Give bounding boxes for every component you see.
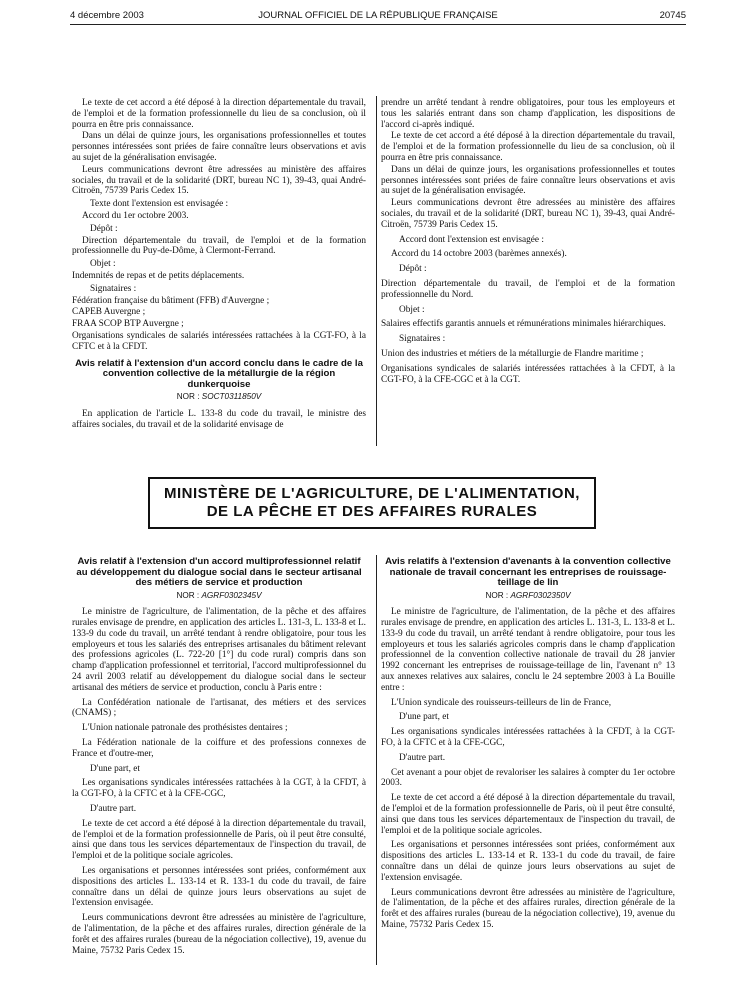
paragraph: La Fédération nationale de la coiffure et des professions connexes de France et d'outre-mer, — [72, 738, 366, 759]
paragraph: Cet avenant a pour objet de revaloriser les salaires à compter du 1er octobre 2003. — [381, 767, 675, 789]
paragraph: Leurs communications devront être adressées au ministère des affaires sociales, du travail et de la solidarité (DRT, bureau NC 1), 39-43, quai André-Citroën, 75739 Paris Cedex 15. — [72, 164, 366, 197]
avis1-title: Avis relatif à l'extension d'un accord conclu dans le cadre de la convention collective de la métallurgie de la région dunkerquoise — [75, 357, 363, 390]
paragraph: La Confédération nationale de l'artisanat, des métiers et des services (CNAMS) ; — [72, 697, 366, 719]
avis1-nor — [72, 392, 366, 403]
ministry-line-2: DE LA PÊCHE ET DES AFFAIRES RURALES — [206, 503, 538, 520]
paragraph: Dans un délai de quinze jours, les organisations professionnelles et toutes personnes intéressées sont priées de faire connaître leurs observations et avis au sujet de la généralisation envisagée. — [72, 131, 366, 163]
paragraph: Direction départementale du travail, de l'emploi et de la formation professionnelle du Puy-de-Dôme, à Clermont-Ferrand. — [72, 235, 366, 257]
nor-label: NOR : — [176, 392, 200, 402]
nor-code: SOCT0311850V — [201, 392, 262, 402]
paragraph: Le texte de cet accord a été déposé à la direction départementale du travail, de l'emploi et de la formation professionnelle du lieu de sa conclusion, où il pourra en être pris connaissance. — [72, 98, 366, 130]
paragraph: FRAA SCOP BTP Auvergne ; — [72, 319, 184, 330]
bottom-left-column — [72, 557, 366, 957]
paragraph: Leurs communications devront être adressées au ministère des affaires sociales, du travail et de la solidarité (DRT, bureau NC 1), 39-43, quai André-Citroën, 75739 Paris Cedex 15. — [381, 198, 675, 230]
page-number: 20745 — [659, 10, 686, 21]
paragraph: L'Union nationale patronale des prothésistes dentaires ; — [82, 723, 288, 734]
column-divider — [376, 555, 377, 965]
paragraph: Le ministre de l'agriculture, de l'alimentation, de la pêche et des affaires rurales envisage de prendre, en application des articles L. 131-3, L. 133-8 et L. 133-9 du code du travail, un arrêté tendant à rendre obligatoire, pour tous les employeurs et tous les salariés des entreprises artisanales du bâtiment relevant des professions agricoles (L. 722-20 [1°] du code rural) compris dans son champ d'application professionnel et territorial, l'accord multiprofessionnel du 24 avril 2003 relatif au développement du dialogue social dans le secteur artisanal des métiers de service et production, conclu à Paris entre : — [72, 607, 366, 693]
avis2-nor — [72, 591, 366, 602]
paragraph: Salaires effectifs garantis annuels et rémunérations minimales hiérarchiques. — [381, 319, 666, 330]
avis3-nor — [381, 591, 675, 602]
paragraph: D'une part, et — [90, 763, 140, 774]
paragraph: Le texte de cet accord a été déposé à la direction départementale du travail, de l'emploi et de la formation professionnelle de Paris, où il peut être consulté, ainsi que dans tous les services départementaux de l'inspection du travail, de l'emploi et de la politique sociale agricoles. — [381, 793, 675, 836]
paragraph: Les organisations syndicales intéressées rattachées à la CFDT, à la CGT-FO, à la CFTC et à la CFE-CGC, — [381, 727, 675, 749]
paragraph: Organisations syndicales de salariés intéressées rattachées à la CFDT, à la CGT-FO, à la CFE-CGC et à la CGT. — [381, 363, 675, 385]
ministry-heading-box — [148, 477, 596, 529]
paragraph: Le ministre de l'agriculture, de l'alimentation, de la pêche et des affaires rurales envisage de prendre, en application des articles L. 131-3, L. 133-8 et L. 133-9 du code du travail, un arrêté tendant à rendre obligatoire, pour tous les employeurs et tous les salariés agricoles compris dans le champ d'application professionnel de la convention collective nationale de travail du 28 janvier 1992 concernant les entreprises de rouissage-teillage de lin, l'avenant n° 13 aux annexes relatives aux salaires, conclu le 24 septembre 2003 à La Bouille entre : — [381, 607, 675, 693]
paragraph: Union des industries et métiers de la métallurgie de Flandre maritime ; — [381, 348, 644, 359]
nor-label: NOR : — [485, 590, 509, 600]
header-rule — [70, 24, 686, 25]
paragraph: Le texte de cet accord a été déposé à la direction départementale du travail, de l'emploi et de la formation professionnelle du lieu de sa conclusion, où il pourra en être pris connaissance. — [381, 131, 675, 163]
paragraph: CAPEB Auvergne ; — [72, 307, 146, 318]
paragraph: D'une part, et — [399, 712, 449, 723]
bottom-right-column — [381, 557, 675, 932]
paragraph: D'autre part. — [90, 804, 137, 815]
paragraph: Leurs communications devront être adressées au ministère de l'agriculture, de l'alimentation, de la pêche et des affaires rurales, direction générale de la forêt et des affaires rurales (bureau de la négociation collective), 19, avenue du Maine, 75732 Paris Cedex 15. — [72, 913, 366, 956]
paragraph: Accord du 14 octobre 2003 (barèmes annexés). — [391, 249, 567, 260]
paragraph: Les organisations syndicales intéressées rattachées à la CGT, à la CFDT, à la CGT-FO, à la CFTC et à la CFE-CGC, — [72, 778, 366, 800]
column-divider — [376, 96, 377, 446]
paragraph: Les organisations et personnes intéressées sont priées, conformément aux dispositions des articles L. 133-14 et R. 133-1 du code du travail, de faire connaître dans un délai de quinze jours leurs observations au sujet de l'extension envisagée. — [381, 840, 675, 883]
paragraph: L'Union syndicale des rouisseurs-teilleurs de lin de France, — [391, 697, 612, 708]
label-objet: Objet : — [399, 304, 425, 315]
paragraph: Dans un délai de quinze jours, les organisations professionnelles et toutes personnes intéressées sont priées de faire connaître leurs observations et avis au sujet de la généralisation envisagée. — [381, 164, 675, 197]
paragraph: Fédération française du bâtiment (FFB) d'Auvergne ; — [72, 295, 270, 306]
paragraph: D'autre part. — [399, 752, 446, 763]
label-objet: Objet : — [90, 259, 116, 270]
label-signataires: Signataires : — [399, 334, 446, 345]
paragraph: prendre un arrêté tendant à rendre obligatoires, pour tous les employeurs et tous les salariés entrant dans son champ d'application, les dispositions de l'accord ci-après indiqué. — [381, 98, 675, 130]
ministry-line-1: MINISTÈRE DE L'AGRICULTURE, DE L'ALIMENTATION, — [164, 485, 580, 502]
label-accord: Accord dont l'extension est envisagée : — [399, 234, 544, 245]
paragraph: Accord du 1er octobre 2003. — [82, 210, 189, 221]
paragraph: Indemnités de repas et de petits déplacements. — [72, 270, 245, 281]
nor-label: NOR : — [176, 590, 200, 600]
avis2-title: Avis relatif à l'extension d'un accord multiprofessionnel relatif au développement du dialogue social dans le secteur artisanal des métiers de service et production — [76, 556, 362, 588]
header-date: 4 décembre 2003 — [70, 10, 144, 21]
paragraph: Direction départementale du travail, de l'emploi et de la formation professionnelle du Nord. — [381, 278, 675, 300]
nor-code: AGRF0302345V — [201, 590, 262, 600]
top-left-column — [72, 98, 366, 431]
label-depot: Dépôt : — [90, 223, 118, 234]
journal-title: JOURNAL OFFICIEL DE LA RÉPUBLIQUE FRANÇAISE — [258, 10, 498, 21]
avis3-title: Avis relatifs à l'extension d'avenants à la convention collective nationale de travail concernant les entreprises de rouissage-teillage de lin — [385, 556, 671, 588]
paragraph: En application de l'article L. 133-8 du code du travail, le ministre des affaires sociales, du travail et de la solidarité envisage de — [72, 408, 366, 430]
paragraph: Organisations syndicales de salariés intéressées rattachées à la CGT-FO, à la CFTC et à la CFDT. — [72, 330, 366, 352]
paragraph: Les organisations et personnes intéressées sont priées, conformément aux dispositions des articles L. 133-14 et R. 133-1 du code du travail, de faire connaître dans un délai de quinze jours leurs observations au sujet de l'extension envisagée. — [72, 866, 366, 909]
paragraph: Leurs communications devront être adressées au ministère de l'agriculture, de l'alimentation, de la pêche et des affaires rurales, direction générale de la forêt et des affaires rurales (bureau de la négociation collective), 19, avenue du Maine, 75732 Paris Cedex 15. — [381, 887, 675, 931]
paragraph: Le texte de cet accord a été déposé à la direction départementale du travail, de l'emploi et de la formation professionnelle de Paris, où il peut être consulté, ainsi que dans tous les services départementaux de l'inspection du travail, de l'emploi et de la politique sociale agricoles. — [72, 818, 366, 862]
label-signataires: Signataires : — [90, 283, 137, 294]
top-right-column — [381, 98, 675, 386]
nor-code: AGRF0302350V — [510, 590, 571, 600]
label-text: Texte dont l'extension est envisagée : — [90, 199, 229, 210]
label-depot: Dépôt : — [399, 264, 427, 275]
page-header — [70, 8, 686, 24]
